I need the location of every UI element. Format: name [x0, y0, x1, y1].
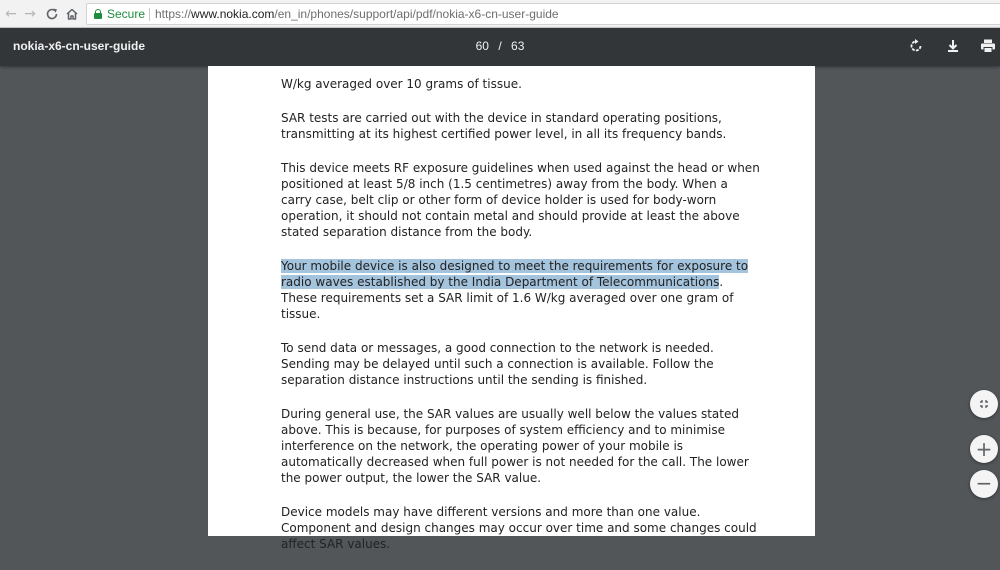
back-arrow-icon[interactable]: ←: [5, 6, 17, 22]
lock-icon: [94, 9, 102, 19]
document-title: nokia-x6-cn-user-guide: [13, 39, 146, 53]
browser-address-bar: [0, 0, 1000, 28]
paragraph-india-requirements: [281, 258, 761, 322]
url-scheme: https://: [155, 7, 192, 21]
zoom-in-button[interactable]: +: [970, 435, 998, 463]
pdf-page: [208, 66, 815, 551]
paragraph-rest: . These requirements set a SAR limit of 1.6 W/kg averaged over one gram of tissue.: [281, 275, 734, 321]
paragraph-sar-tests: SAR tests are carried out with the device in standard operating positions, transmitting at its highest certified power level, in all its frequency bands.: [281, 111, 727, 141]
url-host: www.nokia.com: [191, 7, 275, 21]
fit-to-page-button[interactable]: [970, 390, 998, 418]
url-input[interactable]: [86, 3, 1000, 25]
rotate-icon[interactable]: [907, 37, 925, 55]
forward-arrow-icon[interactable]: →: [24, 6, 36, 22]
home-icon[interactable]: [63, 5, 81, 23]
page-content: [281, 76, 761, 570]
paragraph-general-use: During general use, the SAR values are usually well below the values stated above. This is because, for purposes of system efficiency and to minimise interference on the network, the operating power of your mobile is automatically decreased when full power is not needed for the call. The lower the power output, the lower the SAR value.: [281, 407, 749, 485]
zoom-out-button[interactable]: −: [970, 470, 998, 498]
selected-text: Your mobile device is also designed to meet the requirements for exposure to radio waves established by the India Department of Telecommunications: [281, 259, 749, 289]
paragraph-rf-exposure: This device meets RF exposure guidelines when used against the head or when positioned at least 5/8 inch (1.5 centimetres) away from the body. When a carry case, belt clip or other form of device holder is used for body-worn operation, it should not contain metal and should provide at least the above stated separation distance from the body.: [281, 161, 760, 239]
paragraph-device-models: Device models may have different versions and more than one value. Component and design changes may occur over time and some changes could affect SAR values.: [281, 505, 757, 551]
reload-icon[interactable]: [43, 5, 61, 23]
pdf-toolbar: [0, 28, 1000, 66]
page-separator: /: [498, 39, 502, 53]
current-page[interactable]: 60: [475, 39, 489, 53]
total-pages: 63: [511, 39, 525, 53]
page-indicator: [460, 39, 540, 53]
url-path: /en_in/phones/support/api/pdf/nokia-x6-cn-user-guide: [274, 7, 559, 21]
print-icon[interactable]: [979, 37, 997, 55]
omnibox-divider: [149, 8, 150, 21]
paragraph-sar-tissue: W/kg averaged over 10 grams of tissue.: [281, 77, 522, 91]
paragraph-network-connection: To send data or messages, a good connection to the network is needed. Sending may be delayed until such a connection is available. Follow the separation distance instructions until the sending is finished.: [281, 341, 714, 387]
secure-label: Secure: [107, 7, 146, 21]
fit-to-page-icon: [970, 390, 998, 418]
url-text: [155, 7, 559, 21]
download-icon[interactable]: [944, 37, 962, 55]
